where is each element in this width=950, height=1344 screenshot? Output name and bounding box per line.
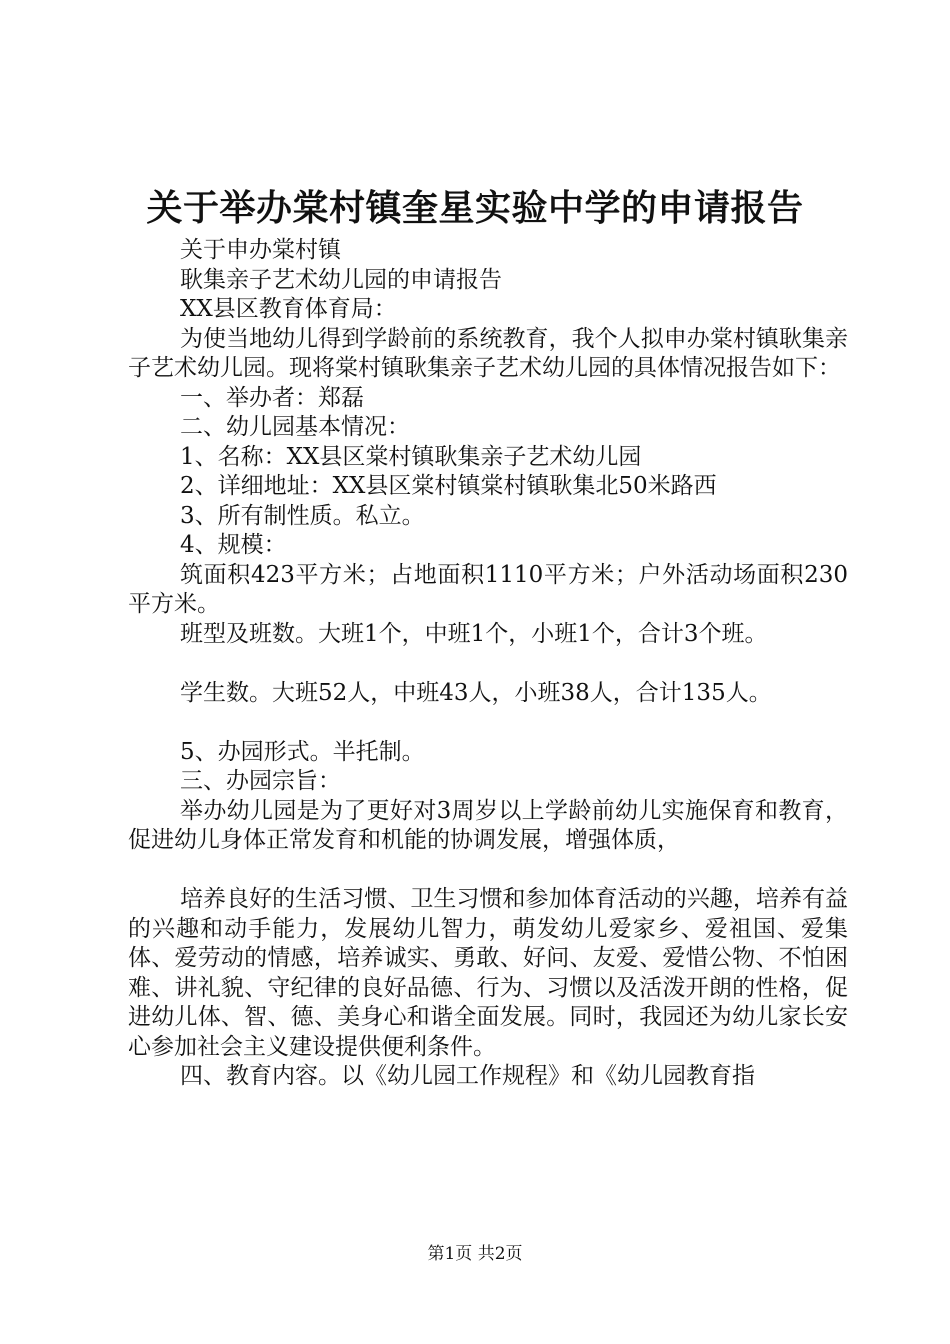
document-body	[128, 236, 848, 1092]
paragraph: 为使当地幼儿得到学龄前的系统教育，我个人拟申办棠村镇耿集亲子艺术幼儿园。现将棠村镇耿集亲子艺术幼儿园的具体情况报告如下：	[128, 325, 848, 381]
page-footer: 第1页 共2页	[427, 1244, 523, 1264]
paragraph: 关于申办棠村镇	[180, 237, 341, 263]
paragraph: 4、规模：	[180, 532, 287, 558]
paragraph: 筑面积423平方米；占地面积1110平方米；户外活动场面积230平方米。	[128, 561, 848, 617]
paragraph: 5、办园形式。半托制。	[180, 738, 425, 765]
paragraph: 二、幼儿园基本情况：	[180, 414, 410, 440]
paragraph: 三、办园宗旨：	[180, 768, 341, 794]
paragraph: XX县区教育体育局：	[180, 296, 397, 322]
paragraph: 举办幼儿园是为了更好对3周岁以上学龄前幼儿实施保育和教育，促进幼儿身体正常发育和机能的协调发展，增强体质，	[128, 797, 848, 853]
paragraph: 3、所有制性质。私立。	[180, 502, 425, 529]
paragraph: 培养良好的生活习惯、卫生习惯和参加体育活动的兴趣，培养有益的兴趣和动手能力，发展幼儿智力，萌发幼儿爱家乡、爱祖国、爱集体、爱劳动的情感，培养诚实、勇敢、好问、友爱、爱惜公物、不怕困难、讲礼貌、守纪律的良好品德、行为、习惯以及活泼开朗的性格，促进幼儿体、智、德、美身心和谐全面发展。同时，我园还为幼儿家长安心参加社会主义建设提供便利条件。	[128, 886, 848, 1060]
paragraph: 1、名称：XX县区棠村镇耿集亲子艺术幼儿园	[180, 443, 642, 470]
paragraph: 学生数。大班52人，中班43人，小班38人，合计135人。	[180, 679, 772, 706]
paragraph: 2、详细地址：XX县区棠村镇棠村镇耿集北50米路西	[180, 473, 717, 499]
paragraph: 耿集亲子艺术幼儿园的申请报告	[180, 266, 502, 293]
document-title: 关于举办棠村镇奎星实验中学的申请报告	[146, 187, 804, 229]
paragraph: 四、教育内容。以《幼儿园工作规程》和《幼儿园教育指	[180, 1063, 755, 1089]
paragraph: 一、举办者：郑磊	[180, 384, 364, 411]
paragraph: 班型及班数。大班1个，中班1个，小班1个，合计3个班。	[180, 620, 768, 647]
